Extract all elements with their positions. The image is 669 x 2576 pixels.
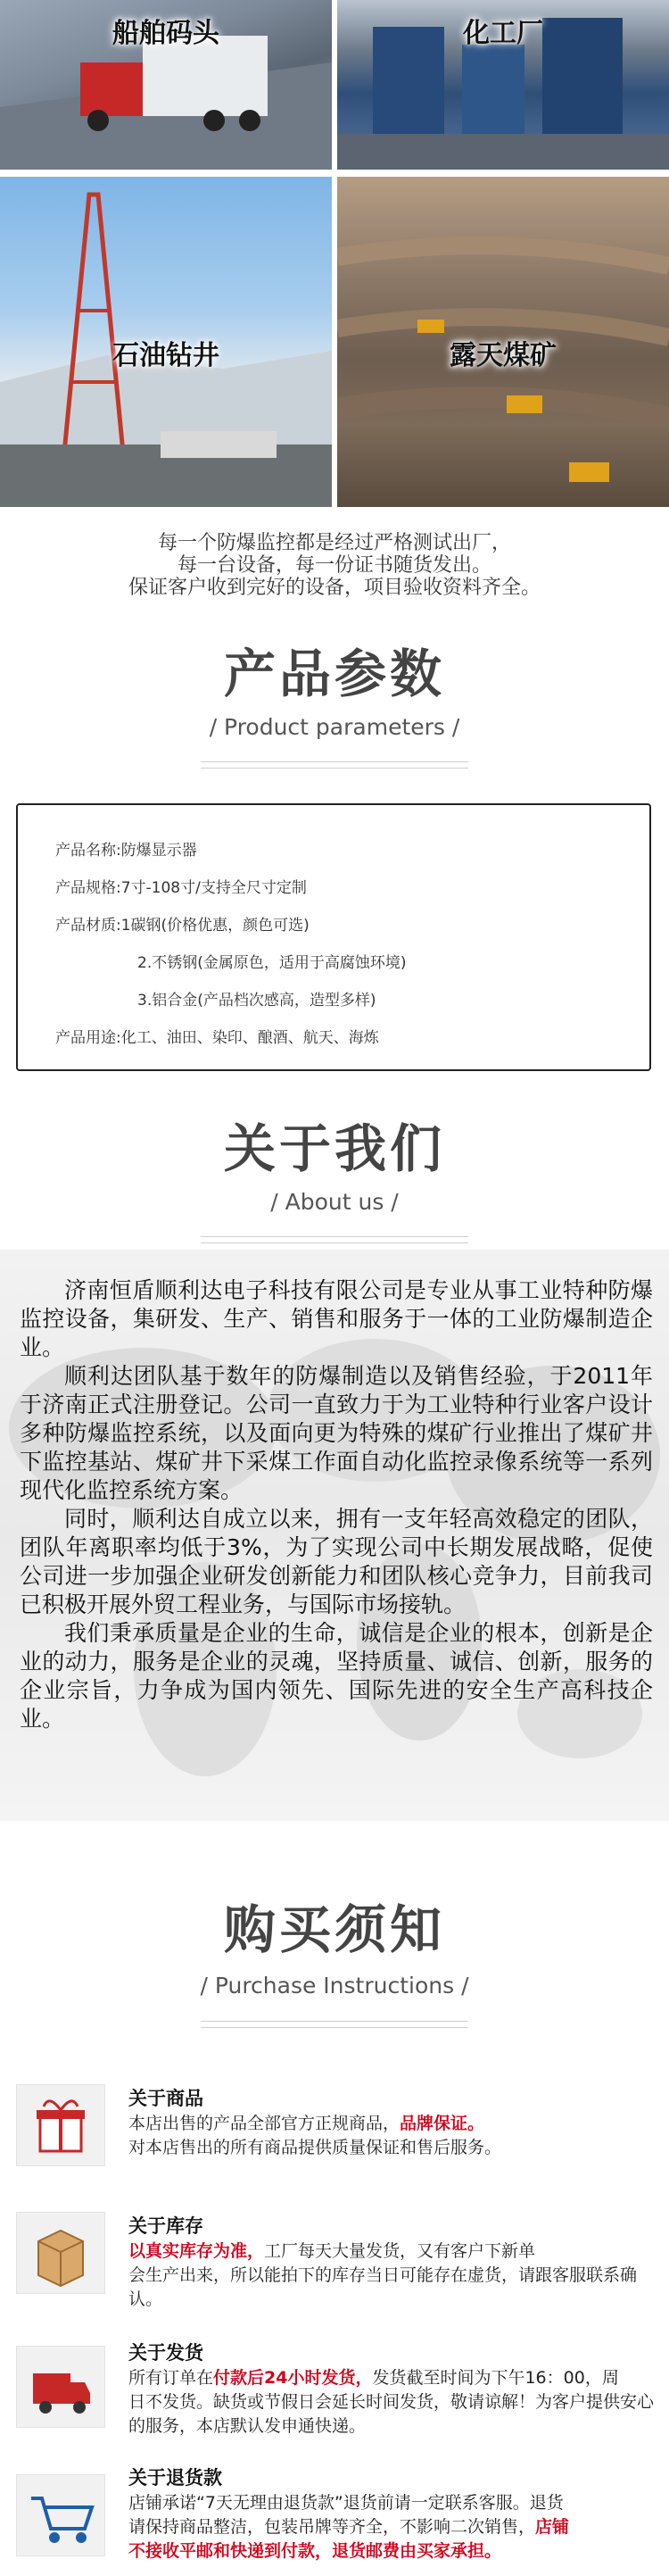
package-icon <box>16 2212 105 2294</box>
tile-label: 露天煤矿 <box>450 340 557 371</box>
notice-heading: 关于商品 <box>128 2088 203 2109</box>
notice-text: 所有订单在付款后24小时发货，发货截至时间为下午16：00，周 <box>128 2368 619 2388</box>
truck-icon <box>16 2346 105 2428</box>
about-subtitle: / About us / <box>270 1189 399 1215</box>
param-line: 3.铝合金(产品档次感高，造型多样) <box>137 992 376 1010</box>
purchase-title: 购买须知 <box>223 1899 445 1960</box>
intro-line: 每一个防爆监控都是经过严格测试出厂， <box>157 532 511 554</box>
tile-label: 石油钻井 <box>112 340 219 371</box>
param-line: 产品用途:化工、油田、染印、酿酒、航天、海炼 <box>55 1029 379 1047</box>
photo-ship-dock <box>0 0 332 170</box>
notice-text: 对本店售出的所有商品提供质量保证和售后服务。 <box>128 2138 502 2157</box>
divider <box>201 2027 468 2028</box>
intro-line: 每一台设备，每一份证书随货发出。 <box>177 554 491 577</box>
cart-icon <box>16 2474 105 2556</box>
highlight-text: 店铺 <box>535 2517 570 2537</box>
divider <box>201 768 468 769</box>
notice-text: 店铺承诺“7天无理由退货款”退货前请一定联系客服。退货 <box>128 2493 564 2513</box>
notice-text: 日不发货。缺货或节假日会延长时间发货，敬请谅解！为客户提供安心的服务，本店默认发申通快递。 <box>128 2392 655 2436</box>
param-line: 产品材质:1碳钢(价格优惠，颜色可选) <box>55 917 310 935</box>
param-line: 产品规格:7寸-108寸/支持全尺寸定制 <box>55 879 307 897</box>
divider <box>201 1236 468 1237</box>
divider <box>201 761 468 762</box>
about-paragraph: 我们秉承质量是企业的生命，诚信是企业的根本，创新是企业的动力，服务是企业的灵魂，坚持质量、诚信、创新，服务的企业宗旨，力争成为国内领先、国际先进的安全生产高科技企业。 <box>20 1620 653 1732</box>
highlight-text: 以真实库存为准， <box>128 2241 265 2261</box>
highlight-text: 付款后24小时发货， <box>213 2368 373 2388</box>
tile-label: 化工厂 <box>463 18 543 49</box>
about-title: 关于我们 <box>223 1118 445 1179</box>
intro-line: 保证客户收到完好的设备，项目验收资料齐全。 <box>128 577 541 599</box>
notice-text: 请保持商品整洁，包装吊牌等齐全，不影响二次销售，店铺 <box>128 2517 570 2537</box>
divider <box>201 2021 468 2022</box>
params-box <box>16 803 651 1071</box>
params-subtitle: / Product parameters / <box>209 714 460 740</box>
notice-text: 本店出售的产品全部官方正规商品，品牌保证。 <box>128 2114 485 2133</box>
about-paragraph: 济南恒盾顺利达电子科技有限公司是专业从事工业特种防爆监控设备，集研发、生产、销售和服务于一体的工业防爆制造企业。 <box>20 1277 653 1360</box>
tile-label: 船舶码头 <box>112 18 219 49</box>
notice-text: 以真实库存为准，工厂每天大量发货，又有客户下新单 <box>128 2241 536 2261</box>
notice-heading: 关于库存 <box>128 2215 203 2237</box>
notice-text: 会生产出来，所以能拍下的库存当日可能存在虚货，请跟客服联系确认。 <box>128 2265 638 2309</box>
photo-open-pit-mine <box>337 177 669 507</box>
purchase-subtitle: / Purchase Instructions / <box>200 1973 469 1998</box>
photo-chemical-plant <box>337 0 669 170</box>
notice-heading: 关于退货款 <box>128 2467 222 2489</box>
notice-heading: 关于发货 <box>128 2342 203 2364</box>
highlight-text: 品牌保证。 <box>400 2114 485 2133</box>
param-line: 2.不锈钢(金属原色，适用于高腐蚀环境) <box>137 954 407 972</box>
gift-box-icon <box>16 2084 105 2166</box>
about-paragraph: 同时，顺利达自成立以来，拥有一支年轻高效稳定的团队，团队年离职率均低于3%，为了实现公司中长期发展战略，促使公司进一步加强企业研发创新能力和团队核心竞争力，目前我司已积极开展外贸工程业务，与国际市场接轨。 <box>20 1506 653 1617</box>
notice-text: 不接收平邮和快递到付款，退货邮费由买家承担。 <box>128 2541 502 2561</box>
about-paragraph: 顺利达团队基于数年的防爆制造以及销售经验，于2011年于济南正式注册登记。公司一直致力于为工业特种行业客户设计多种防爆监控系统，以及面向更为特殊的煤矿行业推出了煤矿井下监控基站、煤矿井下采煤工作面自动化监控录像系统等一系列现代化监控系统方案。 <box>20 1363 653 1503</box>
params-title: 产品参数 <box>223 644 445 704</box>
param-line: 产品名称:防爆显示器 <box>55 842 197 860</box>
photo-oil-drilling <box>0 177 332 507</box>
divider <box>201 1242 468 1243</box>
